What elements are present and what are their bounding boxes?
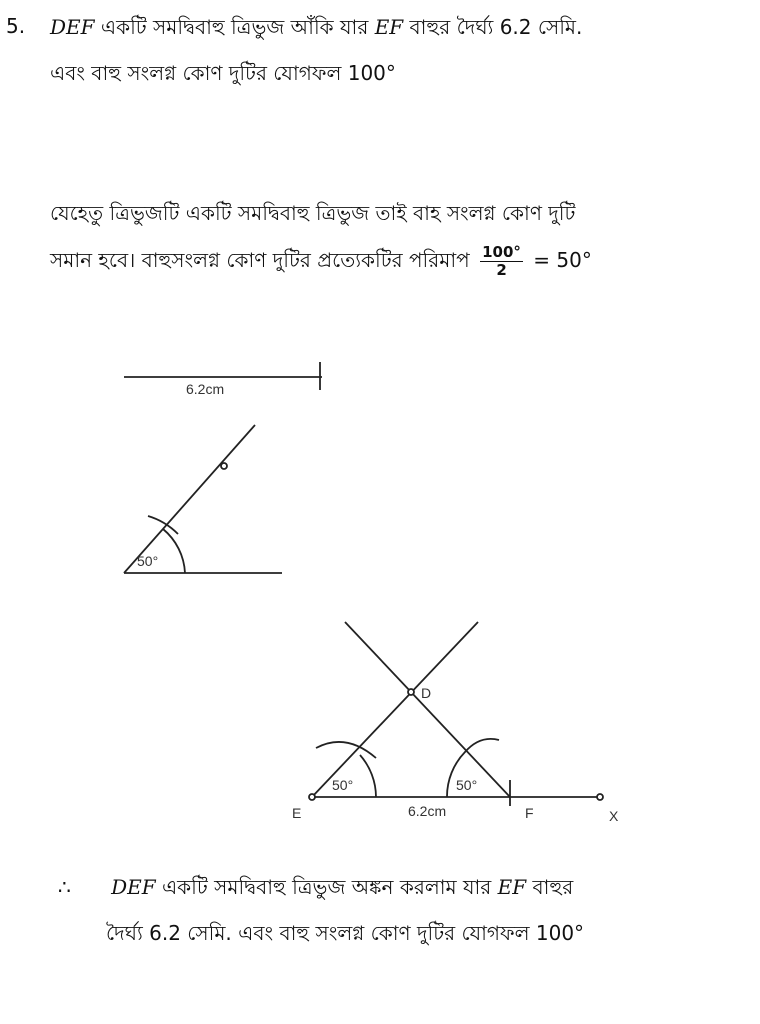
construct-cross-arc-1 xyxy=(148,516,178,534)
conclusion-text-b: বাহুর xyxy=(526,875,574,899)
label-angle-f: 50° xyxy=(456,777,478,793)
problem-text-a: একটি সমদ্বিবাহু ত্রিভুজ আঁকি যার xyxy=(94,15,375,39)
label-e: E xyxy=(292,805,302,821)
explanation-result: = 50° xyxy=(533,248,592,272)
label-f: F xyxy=(525,805,534,821)
label-x: X xyxy=(609,808,619,824)
construct-angle-arc xyxy=(163,529,185,573)
fraction-denominator: 2 xyxy=(496,261,507,279)
label-base-length: 6.2cm xyxy=(408,803,447,819)
conclusion-line-2: দৈর্ঘ্য 6.2 সেমি. এবং বাহু সংলগ্ন কোণ দুটির যোগফল 100° xyxy=(106,921,585,945)
therefore-symbol: ∴ xyxy=(58,875,71,899)
explanation-text: সমান হবে। বাহুসংলগ্ন কোণ দুটির প্রত্যেকটির পরিমাপ xyxy=(50,248,470,272)
label-angle-e: 50° xyxy=(332,777,354,793)
point-x xyxy=(597,794,603,800)
problem-number: 5. xyxy=(6,14,26,38)
conclusion-text-a: একটি সমদ্বিবাহু ত্রিভুজ অঙ্কন করলাম যার xyxy=(155,875,498,899)
var-ef: EF xyxy=(374,15,404,39)
fraction-numerator: 100° xyxy=(482,243,521,261)
explanation-line-1: যেহেতু ত্রিভুজটি একটি সমদ্বিবাহু ত্রিভুজ তাই বাহ সংলগ্ন কোণ দুটি xyxy=(50,201,576,225)
problem-line-2: এবং বাহু সংলগ্ন কোণ দুটির যোগফল 100° xyxy=(50,61,396,85)
construct-point xyxy=(221,463,227,469)
problem-text-b: বাহুর দৈর্ঘ্য 6.2 সেমি. xyxy=(403,15,583,39)
label-construct-angle: 50° xyxy=(137,553,159,569)
point-e xyxy=(309,794,315,800)
conclusion-var-ef: EF xyxy=(497,875,527,899)
label-segment-length: 6.2cm xyxy=(186,381,225,397)
label-d: D xyxy=(421,685,432,701)
conclusion-line-1 xyxy=(58,874,573,900)
var-def: DEF xyxy=(50,15,95,39)
construct-angle-ray xyxy=(124,425,255,573)
conclusion-var-def: DEF xyxy=(111,875,156,899)
point-d xyxy=(408,689,414,695)
